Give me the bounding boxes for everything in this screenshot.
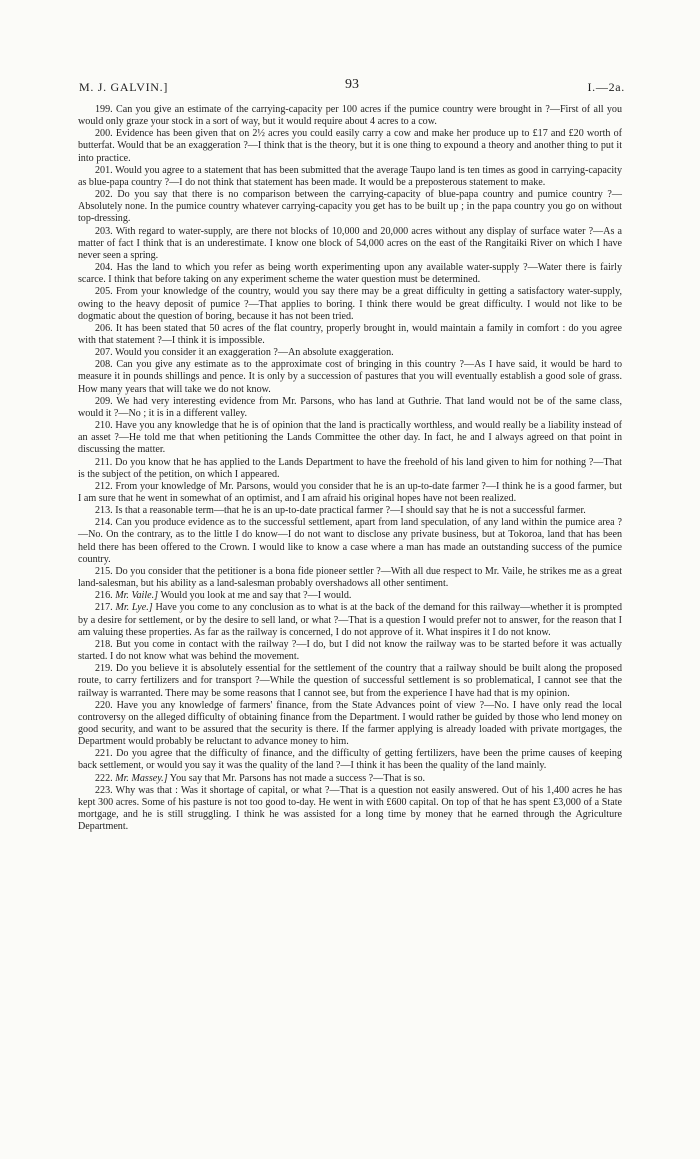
question-answer-text: Have you come to any conclusion as to what is at the back of the demand for this railway—whether it is prompted by a desire for settlement, or by the desire to sell land, or what ?—That is a question I would prefer not to answer, for the reason that I am valuing these properties. As far as the railway is concerned, I do not approve of it. What inspires it I do not know.: [78, 602, 622, 638]
question-number: 210.: [95, 420, 113, 432]
testimony-paragraph: [78, 639, 622, 663]
question-answer-text: Do you believe it is absolutely essential for the settlement of the country that a railway should be built along the proposed route, to carry fertilizers and for transport ?—While the question of successful settlement is so problematical, I cannot see that the railway is warranted. There may be some reasons that I cannot see, but from the experience I have had that is my opinion.: [78, 663, 622, 699]
question-number: 212.: [95, 480, 113, 492]
testimony-paragraph: [78, 396, 622, 420]
testimony-paragraph: [78, 226, 622, 262]
testimony-paragraph: [78, 748, 622, 772]
question-answer-text: Is that a reasonable term—that he is an up-to-date practical farmer ?—I should say that he is not a successful farmer.: [115, 505, 586, 517]
question-answer-text: Evidence has been given that on 2½ acres you could easily carry a cow and make her produce up to £17 and £20 worth of butterfat. Would that be an exaggeration ?—I think that is the theory, but it is one thing to expound a theory and another thing to put it into practice.: [78, 128, 622, 164]
question-number: 209.: [95, 395, 113, 407]
question-number: 204.: [95, 262, 113, 274]
question-number: 207.: [95, 347, 113, 359]
question-answer-text: Would you look at me and say that ?—I would.: [160, 590, 352, 602]
question-answer-text: Why was that : Was it shortage of capital, or what ?—That is a question not easily answered. Out of his 1,400 acres he has kept 300 acres. Some of his pasture is not too good to-day. He went in with £600 capital. On top of that he has spent £3,000 of a State mortgage, and he is still struggling. I think he was assisted for a long time by money that he earned through the Agriculture Department.: [78, 784, 622, 833]
question-number: 202.: [95, 189, 113, 201]
testimony-paragraph: [78, 420, 622, 456]
question-answer-text: We had very interesting evidence from Mr. Parsons, who has land at Guthrie. That land would not be of the same class, would it ?—No ; it is in a different valley.: [78, 395, 622, 419]
question-answer-text: But you come in contact with the railway ?—I do, but I did not know the railway was to be started before it was actually started. I do not know what was behind the movement.: [78, 638, 622, 663]
speaker-label: Mr. Vaile.]: [115, 590, 159, 602]
question-number: 220.: [95, 699, 113, 711]
question-answer-text: From your knowledge of Mr. Parsons, would you consider that he is an up-to-date farmer ?—I think he is a good farmer, but I am sure that he went in somewhat of an optimist, and I am afraid his original hopes have not been realized.: [78, 480, 622, 504]
question-number: 218.: [95, 638, 113, 650]
testimony-paragraph: [78, 347, 622, 359]
testimony-paragraph: [78, 505, 622, 517]
question-number: 200.: [95, 128, 113, 140]
question-number: 215.: [95, 565, 113, 577]
witness-name: M. J. GALVIN.]: [79, 80, 169, 94]
testimony-paragraph: [78, 104, 622, 128]
question-number: 206.: [95, 322, 113, 334]
question-answer-text: Do you consider that the petitioner is a bona fide pioneer settler ?—With all due respect to Mr. Vaile, he strikes me as a great land-salesman, but his ability as a land-salesman probably overshadows all other sentiment.: [78, 565, 622, 590]
question-number: 208.: [95, 359, 113, 371]
question-answer-text: With regard to water-supply, are there not blocks of 10,000 and 20,000 acres without any display of surface water ?—As a matter of fact I think that is an underestimate. I know one block of 54,000 acres on the east of the Rangitaiki River on which I have never seen a spring.: [78, 225, 622, 261]
page-number: 93: [345, 77, 359, 92]
question-number: 214.: [95, 517, 113, 529]
question-answer-text: Can you produce evidence as to the successful settlement, apart from land speculation, of any land within the pumice area ?—No. On the contrary, as to the little I do know—I do not want to disclose any private business, but at Tokoroa, land that has been held there has been offered to the Crown. I would like to know a case where a man has made an outstanding success of the pumice country.: [78, 517, 622, 565]
question-answer-text: Can you give any estimate as to the approximate cost of bringing in this country ?—As I have said, it would be hard to measure it in pounds shillings and pence. It is only by a succession of pastures that you will eventually establish a good sole of grass. How many years that will take we do not know.: [78, 359, 622, 395]
question-answer-text: Have you any knowledge that he is of opinion that the land is practically worthless, and would really be a liability instead of an asset ?—He told me that when petitioning the Lands Committee the other day. In fact, he and I always agreed on that point in discussing the matter.: [78, 420, 622, 456]
document-reference: I.—2a.: [587, 80, 625, 94]
testimony-paragraph: [78, 457, 622, 481]
testimony-body: [78, 104, 622, 833]
testimony-paragraph: [78, 359, 622, 395]
speaker-label: Mr. Lye.]: [115, 602, 153, 614]
testimony-paragraph: [78, 286, 622, 322]
testimony-paragraph: [78, 785, 622, 834]
testimony-paragraph: [78, 590, 622, 602]
testimony-paragraph: [78, 566, 622, 590]
question-answer-text: Would you agree to a statement that has been submitted that the average Taupo land is ten times as good in carrying-capacity as blue-papa country ?—I do not think that statement has been made. It would be a preposterous statement to make.: [78, 164, 622, 188]
question-number: 222.: [95, 772, 113, 784]
testimony-paragraph: [78, 323, 622, 347]
question-answer-text: Would you consider it an exaggeration ?—An absolute exaggeration.: [115, 347, 394, 359]
testimony-paragraph: [78, 165, 622, 189]
question-answer-text: Do you know that he has applied to the Lands Department to have the freehold of his land given to him for nothing ?—That is the subject of the petition, on which I appeared.: [78, 456, 622, 480]
testimony-paragraph: [78, 262, 622, 286]
testimony-paragraph: [78, 700, 622, 749]
question-number: 221.: [95, 748, 113, 760]
question-number: 216.: [95, 590, 113, 602]
question-number: 199.: [95, 104, 113, 115]
testimony-paragraph: [78, 481, 622, 505]
testimony-paragraph: [78, 128, 622, 164]
question-number: 211.: [95, 456, 113, 468]
question-number: 201.: [95, 164, 113, 176]
question-answer-text: Have you any knowledge of farmers' finance, from the State Advances point of view ?—No. I have only read the local controversy on the alleged difficulty of obtaining finance from the Department. I would rather be guided by those who lend money on good security, and want to be assured that the security is there. If the farmer applying is already loaded with private mortgages, the Department would probably be reluctant to advance money to him.: [78, 699, 622, 748]
question-answer-text: Has the land to which you refer as being worth experimenting upon any available water-supply ?—Water there is fairly scarce. I think that before taking on any experiment scheme the water question must be determined.: [78, 262, 622, 286]
testimony-paragraph: [78, 517, 622, 566]
question-number: 217.: [95, 602, 113, 614]
question-answer-text: You say that Mr. Parsons has not made a success ?—That is so.: [169, 772, 426, 784]
speaker-label: Mr. Massey.]: [115, 772, 168, 784]
question-answer-text: Can you give an estimate of the carrying-capacity per 100 acres if the pumice country were brought in ?—First of all you would only graze your stock in a sort of way, but it would require about 4 acres to a cow.: [78, 104, 622, 128]
testimony-paragraph: [78, 663, 622, 699]
question-number: 213.: [95, 505, 113, 517]
question-number: 203.: [95, 225, 113, 237]
question-answer-text: It has been stated that 50 acres of the flat country, properly brought in, would maintain a family in comfort : do you agree with that statement ?—I think it is impossible.: [78, 322, 622, 346]
question-answer-text: From your knowledge of the country, would you say there may be a great difficulty in getting a satisfactory water-supply, owing to the heavy deposit of pumice ?—That applies to boring. I think there would be great difficulty. I would not like to be dogmatic about the question of boring, because it has not been tried.: [78, 286, 622, 322]
question-answer-text: Do you say that there is no comparison between the carrying-capacity of blue-papa country and pumice country ?—Absolutely none. In the pumice country whatever carrying-capacity you get has to be built up ; in the papa country you go on without top-dressing.: [78, 189, 622, 225]
testimony-paragraph: [78, 189, 622, 225]
question-answer-text: Do you agree that the difficulty of finance, and the difficulty of getting fertilizers, have been the prime causes of keeping back settlement, or would you say it was the quality of the land ?—I think it has been the quality of the land mainly.: [78, 748, 622, 772]
question-number: 223.: [95, 784, 113, 796]
testimony-paragraph: [78, 773, 622, 785]
question-number: 205.: [95, 286, 113, 298]
page-header: [79, 77, 625, 96]
testimony-paragraph: [78, 602, 622, 638]
question-number: 219.: [95, 663, 113, 675]
